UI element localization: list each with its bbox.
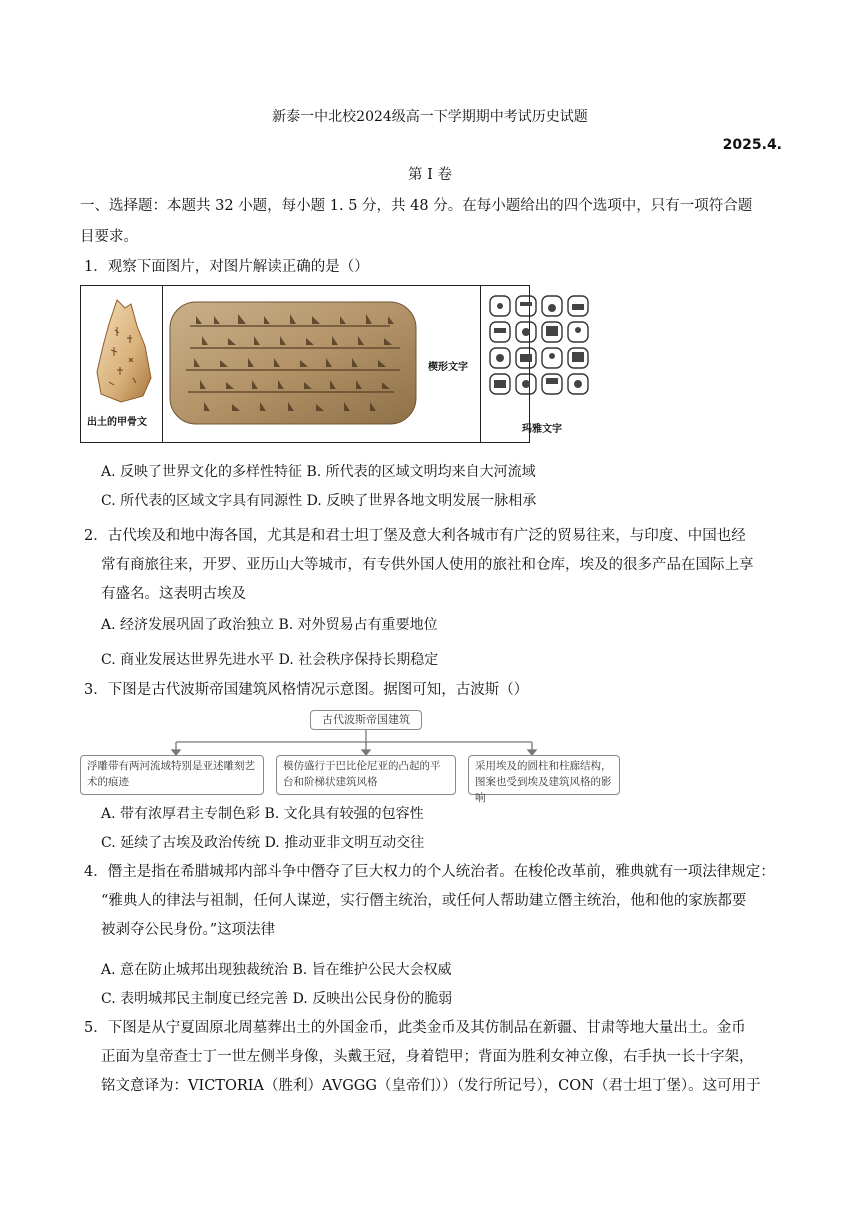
q3-stem: 3．下图是古代波斯帝国建筑风格情况示意图。据图可知，古波斯（） — [84, 682, 529, 698]
diagram-box-relief: 浮雕带有两河流域特别是亚述雕刻艺术的痕迹 — [80, 755, 264, 795]
q2-options-line2: C. 商业发展达世界先进水平 D. 社会秩序保持长期稳定 — [101, 652, 439, 668]
q2-stem-line3: 有盛名。这表明古埃及 — [101, 586, 246, 602]
q2-options-line1: A. 经济发展巩固了政治独立 B. 对外贸易占有重要地位 — [101, 617, 438, 633]
diagram-connectors — [80, 710, 620, 760]
maya-glyphs-image — [480, 286, 608, 406]
volume-label: 第 I 卷 — [408, 167, 452, 183]
diagram-box-columns: 采用埃及的圆柱和柱廊结构，图案也受到埃及建筑风格的影响 — [468, 755, 620, 795]
q1-image-panel — [80, 285, 562, 443]
maya-cell — [480, 286, 562, 442]
q4-stem-line3: 被剥夺公民身份。”这项法律 — [101, 922, 276, 938]
q4-stem-line1: 4．僭主是指在希腊城邦内部斗争中僭夺了巨大权力的个人统治者。在梭伦改革前，雅典就有一项法律规定： — [84, 864, 775, 880]
q4-options-line1: A. 意在防止城邦出现独裁统治 B. 旨在维护公民大会权威 — [101, 962, 452, 978]
oracle-bone-cell — [81, 286, 163, 442]
q3-options-line2: C. 延续了古埃及政治传统 D. 推动亚非文明互动交往 — [101, 835, 425, 851]
oracle-bone-caption: 出土的甲骨文 — [87, 417, 147, 428]
q4-stem-line2: “雅典人的律法与祖制，任何人谋逆，实行僭主统治，或任何人帮助建立僭主统治，他和他的家族都要 — [101, 893, 747, 909]
exam-date: 2025.4. — [722, 137, 782, 153]
q5-stem-line1: 5．下图是从宁夏固原北周墓葬出土的外国金币，此类金币及其仿制品在新疆、甘肃等地大量出土。金币 — [84, 1020, 746, 1036]
section-intro-line2: 目要求。 — [80, 229, 138, 245]
q5-stem-line3: 铭文意译为：VICTORIA（胜利）AVGGG（皇帝们））（发行所记号），CON（君士坦丁堡）。这可用于 — [101, 1078, 761, 1094]
maya-caption: 玛雅文字 — [522, 424, 562, 435]
cuneiform-caption: 楔形文字 — [428, 362, 468, 373]
q1-stem: 1．观察下面图片，对图片解读正确的是（） — [84, 259, 369, 275]
diagram-box-platform: 模仿盛行于巴比伦尼亚的凸起的平台和阶梯状建筑风格 — [276, 755, 456, 795]
q2-stem-line2: 常有商旅往来，开罗、亚历山大等城市，有专供外国人使用的旅社和仓库，埃及的很多产品在国际上享 — [101, 557, 754, 573]
q3-options-line1: A. 带有浓厚君主专制色彩 B. 文化具有较强的包容性 — [101, 806, 424, 822]
q2-stem-line1: 2．古代埃及和地中海各国，尤其是和君士坦丁堡及意大利各城市有广泛的贸易往来，与印度、中国也经 — [84, 528, 746, 544]
q5-stem-line2: 正面为皇帝查士丁一世左侧半身像，头戴王冠，身着铠甲；背面为胜利女神立像，右手执一长十字架， — [101, 1049, 754, 1065]
q4-options-line2: C. 表明城邦民主制度已经完善 D. 反映出公民身份的脆弱 — [101, 991, 453, 1007]
q3-architecture-diagram — [80, 710, 620, 804]
q1-options-line1: A. 反映了世界文化的多样性特征 B. 所代表的区域文明均来自大河流域 — [101, 464, 536, 480]
cuneiform-cell — [162, 286, 481, 442]
q1-options-line2: C. 所代表的区域文字具有同源性 D. 反映了世界各地文明发展一脉相承 — [101, 493, 537, 509]
section-intro-line1: 一、选择题：本题共 32 小题，每小题 1. 5 分，共 48 分。在每小题给出的四个选项中，只有一项符合题 — [80, 198, 753, 214]
exam-title: 新泰一中北校2024级高一下学期期中考试历史试题 — [272, 109, 588, 125]
diagram-root-box: 古代波斯帝国建筑 — [310, 710, 422, 730]
